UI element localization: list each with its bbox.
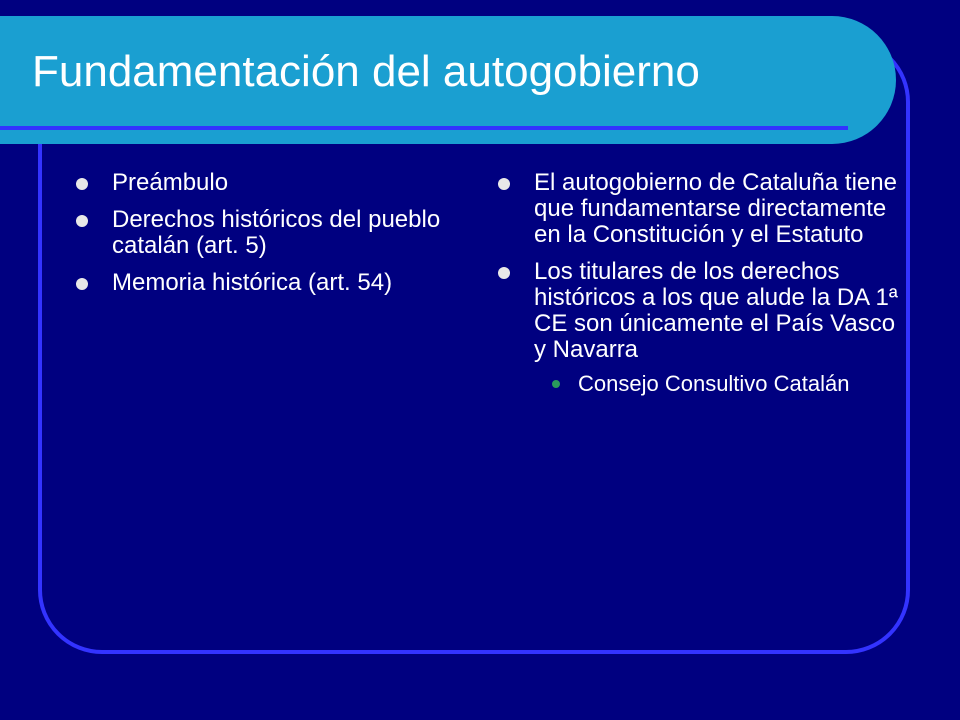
left-bullet-item <box>74 170 454 196</box>
left-bullet-text: Derechos históricos del pueblo catalán (art. 5) <box>112 206 441 259</box>
bullet-dot-icon <box>498 178 510 190</box>
bullet-dot-icon <box>76 215 88 227</box>
right-bullet-text: Los titulares de los derechos históricos a los que alude la DA 1ª CE son únicamente el País Vasco y Navarra <box>534 258 898 363</box>
right-bullet-item <box>496 259 906 363</box>
bullet-dot-icon <box>76 178 88 190</box>
right-bullet-list <box>496 170 906 396</box>
left-bullet-item <box>74 207 454 259</box>
right-bullet-text: El autogobierno de Cataluña tiene que fundamentarse directamente en la Constitución y el Estatuto <box>534 169 897 248</box>
sub-bullet-text: Consejo Consultivo Catalán <box>578 371 850 396</box>
right-bullet-item <box>496 170 906 248</box>
sub-list-container <box>496 372 906 396</box>
left-bullet-item <box>74 270 454 296</box>
title-underline <box>0 126 848 130</box>
left-bullet-text: Memoria histórica (art. 54) <box>112 269 393 296</box>
left-bullet-text: Preámbulo <box>112 169 229 196</box>
sub-bullet-list <box>496 372 906 396</box>
left-bullet-list <box>74 170 454 307</box>
sub-bullet-dot-icon <box>552 380 560 388</box>
sub-bullet-item <box>540 372 906 396</box>
slide-title: Fundamentación del autogobierno <box>32 47 700 96</box>
bullet-dot-icon <box>498 267 510 279</box>
bullet-dot-icon <box>76 278 88 290</box>
